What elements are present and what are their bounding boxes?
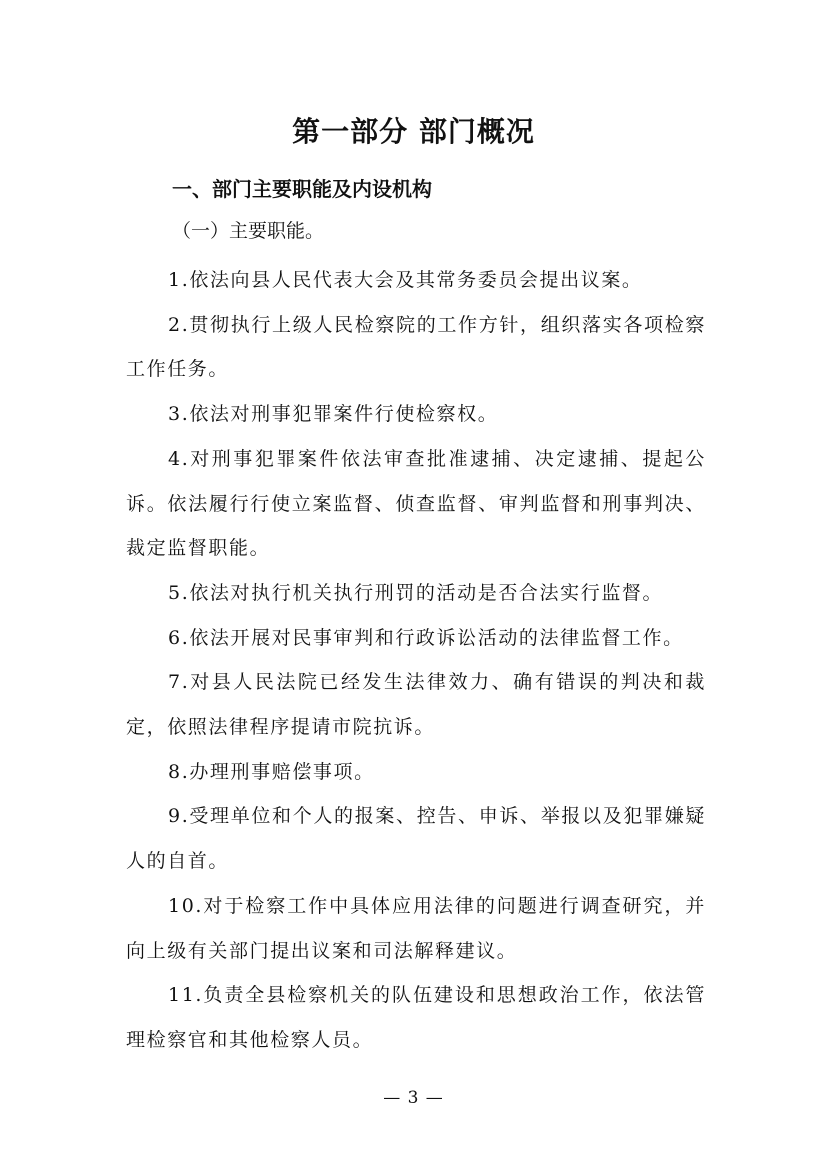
- duty-item-3: 3.依法对刑事犯罪案件行使检察权。: [168, 403, 499, 426]
- duty-item-7: 7.对县人民法院已经发生法律效力、确有错误的判决和裁定，依照法律程序提请市院抗诉。: [126, 671, 706, 739]
- duty-item-4: 4.对刑事犯罪案件依法审查批准逮捕、决定逮捕、提起公诉。依法履行行使立案监督、侦查监督、审判监督和刑事判决、裁定监督职能。: [126, 447, 706, 560]
- page-title: 第一部分 部门概况: [292, 115, 535, 148]
- duty-item-8: 8.办理刑事赔偿事项。: [168, 760, 375, 783]
- duties-list: [126, 258, 706, 1063]
- duty-item-2: 2.贯彻执行上级人民检察院的工作方针，组织落实各项检察工作任务。: [126, 313, 706, 381]
- duty-item-11: 11.负责全县检察机关的队伍建设和思想政治工作，依法管理检察官和其他检察人员。: [126, 984, 706, 1051]
- subsection-heading: （一）主要职能。: [172, 220, 325, 242]
- duty-item-5: 5.依法对执行机关执行刑罚的活动是否合法实行监督。: [168, 581, 664, 604]
- page-number: — 3 —: [383, 1088, 444, 1108]
- duty-item-6: 6.依法开展对民事审判和行政诉讼活动的法律监督工作。: [168, 626, 684, 649]
- duty-item-10: 10.对于检察工作中具体应用法律的问题进行调查研究，并向上级有关部门提出议案和司法解释建议。: [126, 894, 706, 962]
- section-heading: 一、部门主要职能及内设机构: [172, 177, 432, 201]
- duty-item-9: 9.受理单位和个人的报案、控告、申诉、举报以及犯罪嫌疑人的自首。: [126, 805, 706, 873]
- duty-item-1: 1.依法向县人民代表大会及其常务委员会提出议案。: [168, 269, 643, 291]
